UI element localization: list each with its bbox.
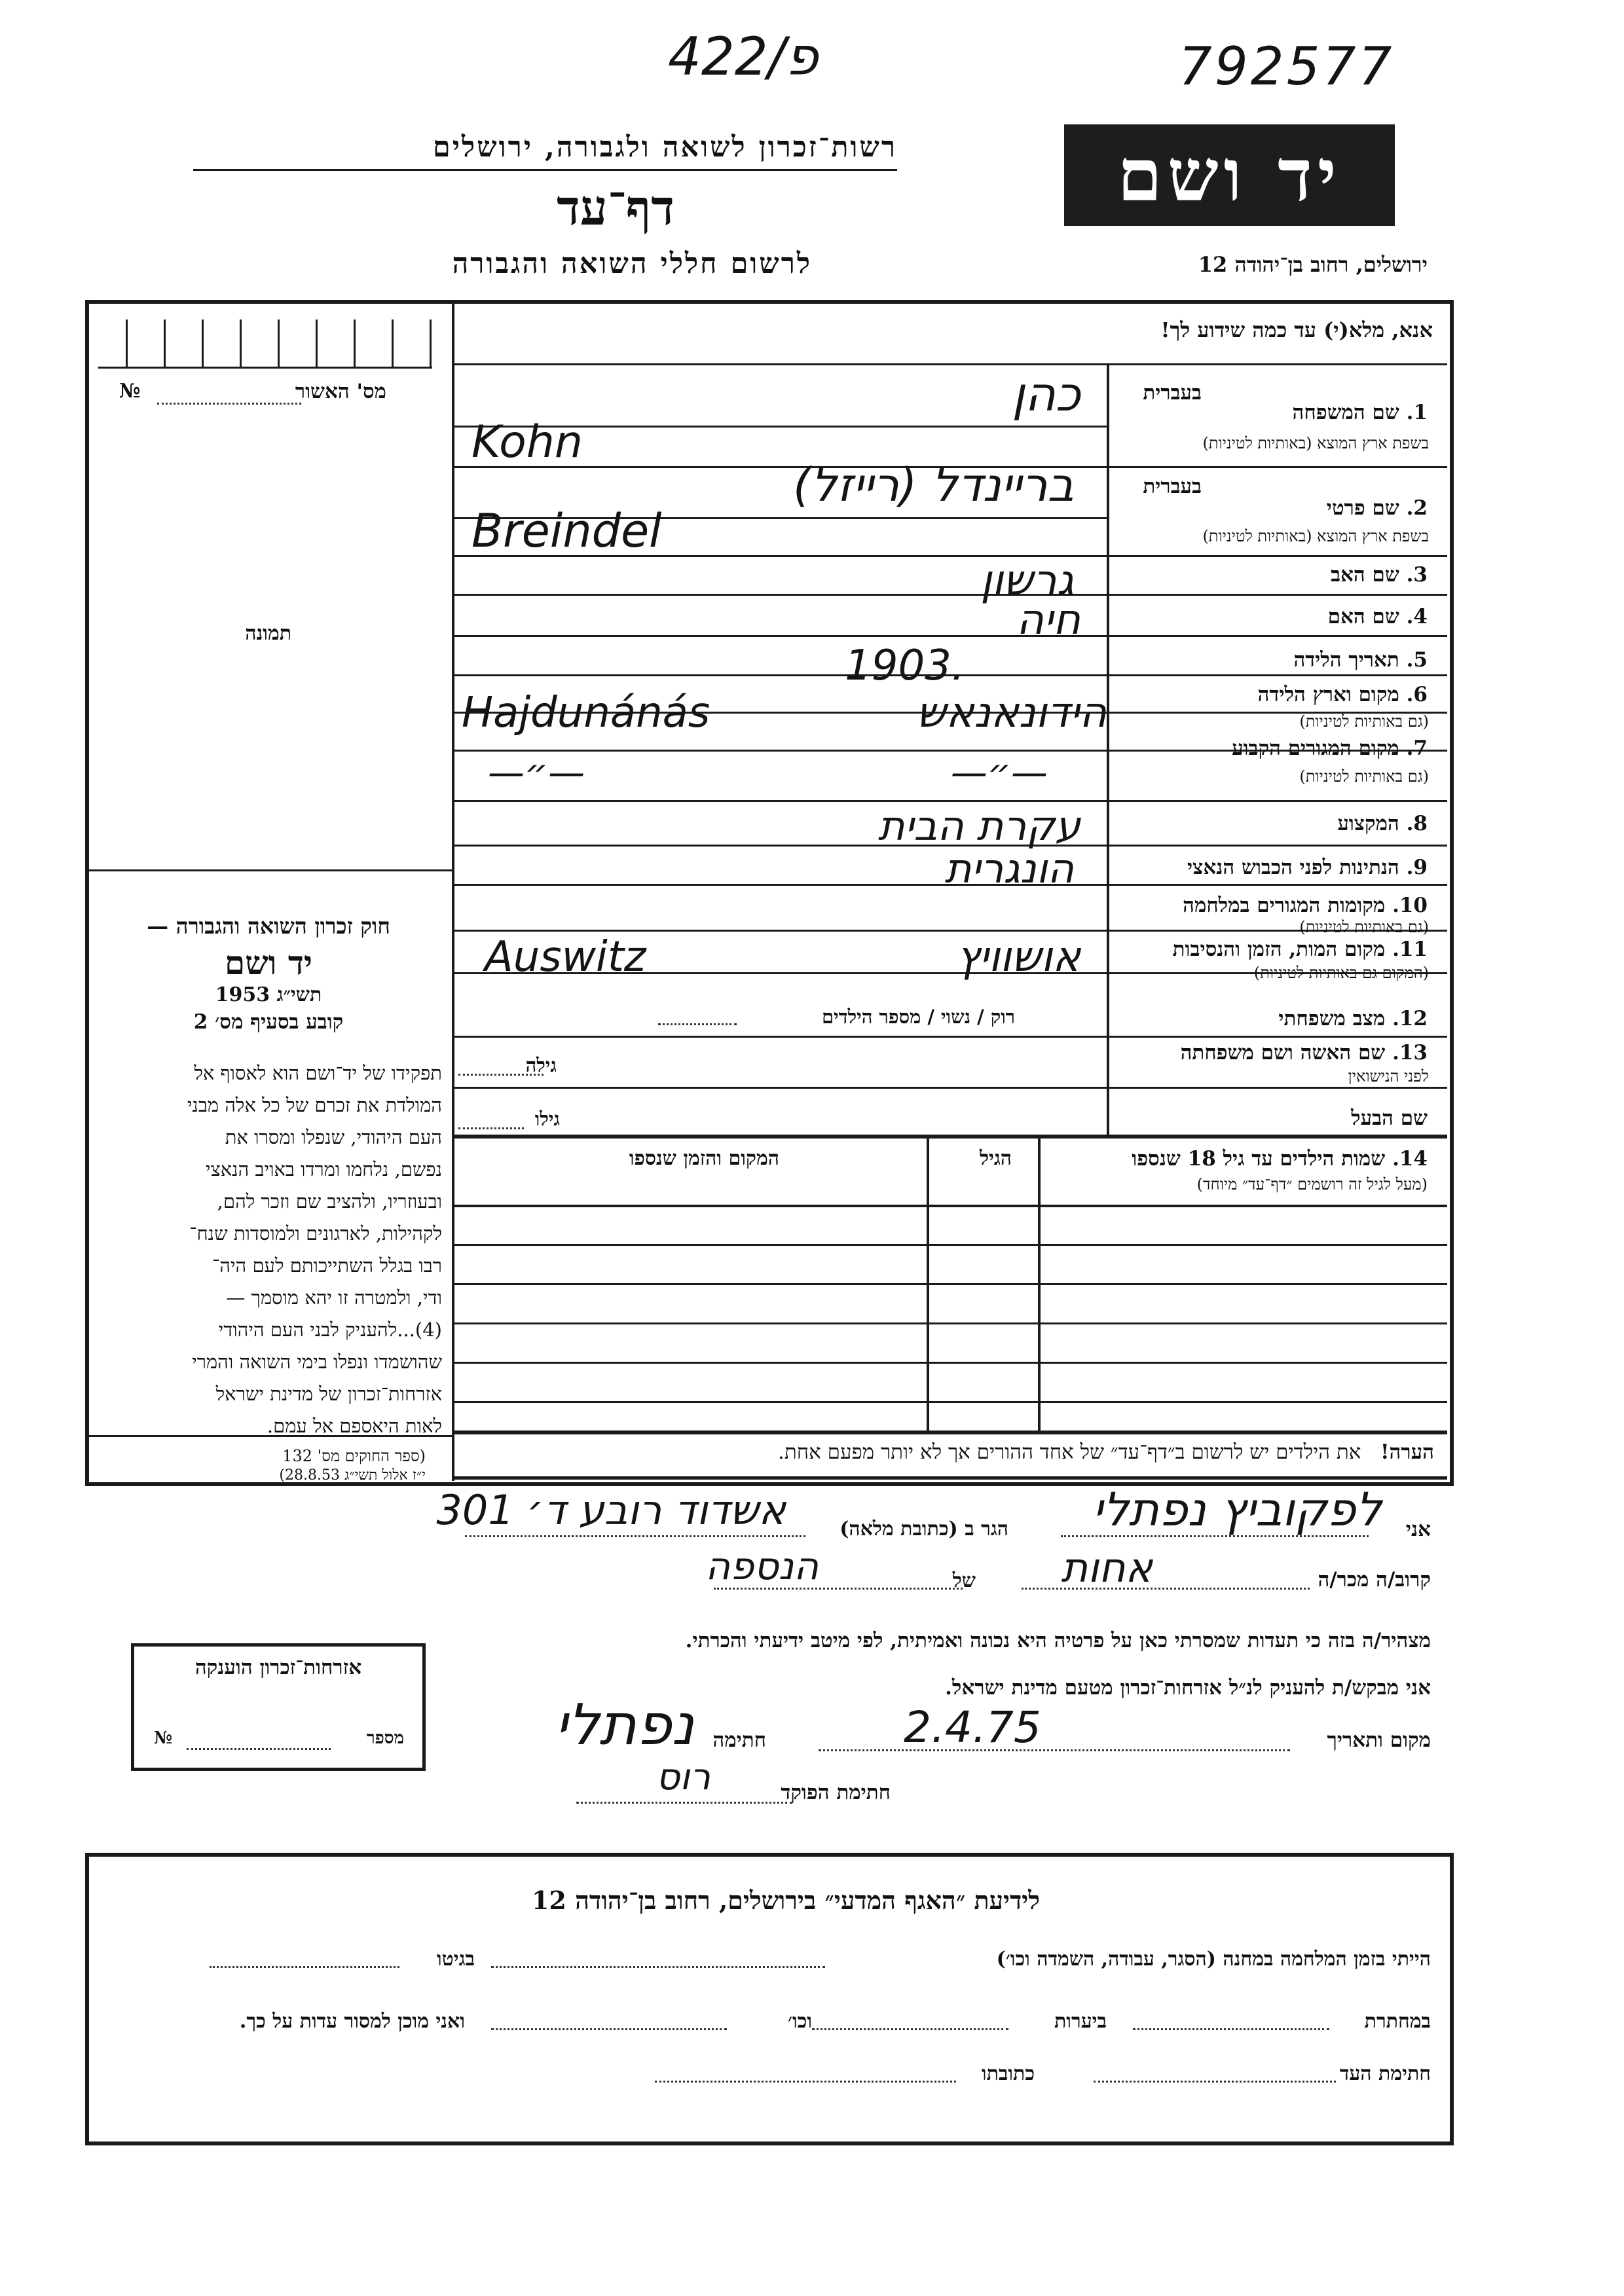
field-13-label	[1181, 1041, 1428, 1065]
horizontal-rule	[452, 594, 1447, 596]
declarant-name[interactable]: לפקוביץ נפתלי	[1092, 1483, 1382, 1537]
text-span: לקהילות, לארגונים ולמוסדות שנח־	[189, 1222, 442, 1245]
text-span: שהושמדו ונפלו בימי השואה והמרי	[192, 1351, 442, 1373]
field-6-label	[1258, 683, 1428, 706]
children-label	[1132, 1147, 1428, 1171]
father-name[interactable]: גרשון	[980, 556, 1074, 605]
vertical-rule	[278, 319, 280, 369]
dotted-fill-line	[655, 2081, 956, 2083]
vertical-rule	[452, 302, 454, 1481]
relation-label: קרוב/ה מכר/ה	[1318, 1568, 1431, 1592]
dotted-fill-line	[491, 1966, 825, 1968]
field-7-label	[1232, 737, 1428, 760]
horizontal-rule	[452, 1476, 1447, 1480]
residence-hebrew[interactable]: —״—	[950, 752, 1048, 794]
horizontal-rule	[452, 1362, 1447, 1364]
field-4-label	[1328, 605, 1428, 629]
law-section: קובע בסעיף מס׳ 2	[193, 1010, 344, 1034]
field-5-label	[1293, 648, 1428, 672]
photo-label: תמונה	[245, 622, 291, 645]
dotted-fill-line	[465, 1535, 805, 1537]
note-text	[778, 1440, 1434, 1464]
dotted-fill-line	[1133, 2028, 1329, 2030]
footer-title: לידיעת ״האגף המדעי״ בירושלים, רחוב בן־יהודה 12	[531, 1886, 1041, 1915]
family-name-latin[interactable]: Kohn	[471, 416, 583, 468]
vertical-rule	[392, 319, 394, 369]
dotted-fill-line	[187, 1748, 331, 1750]
footer-ghetto-label: בגיטו	[436, 1948, 475, 1971]
signature-label: חתימה	[712, 1728, 766, 1752]
page-subtitle: לרשום חללי השואה והגבורה	[452, 247, 812, 280]
footer-forests-label: ביערות	[1054, 2010, 1107, 2033]
dotted-fill-line	[819, 1749, 1290, 1751]
text-span: 10.	[1392, 894, 1428, 917]
page-title: דף־עד	[557, 180, 674, 236]
text-span: שם האשה ושם משפחתה	[1180, 1041, 1386, 1065]
dotted-fill-line	[576, 1802, 792, 1804]
husband-name-label: שם הבעל	[1351, 1106, 1428, 1130]
children-place-header: המקום והזמן שנספו	[629, 1147, 779, 1170]
text-span: מקומות המגורים במלחמה	[1183, 894, 1386, 917]
field-12-label	[1278, 1007, 1428, 1030]
horizontal-rule	[452, 1322, 1447, 1324]
children-hint: (מעל לגיל זה רושמים ״דף־עד״ מיוחד)	[1196, 1175, 1428, 1194]
vertical-rule	[430, 319, 432, 369]
citizenship-number-sign: №	[154, 1728, 173, 1748]
law-text	[92, 1057, 442, 1442]
horizontal-rule	[452, 1036, 1447, 1038]
text-span: שם המשפחה	[1292, 401, 1399, 424]
org-name: רשות־זכרון לשואה ולגבורה, ירושלים	[432, 131, 897, 164]
declaration-text: מצהיר/ה בזה כי תעדות שמסרתי כאן על פרטיה היא נכונה ואמיתית, לפי מיטב ידיעתי והכרתי.	[685, 1629, 1431, 1652]
of-value[interactable]: הנספה	[705, 1544, 819, 1588]
text-span: שם האב	[1331, 563, 1399, 587]
citizenship-number-label: מספר	[366, 1728, 404, 1748]
field-10-label	[1183, 894, 1428, 917]
field-8-label	[1337, 812, 1428, 835]
law-name: יד ושם	[225, 943, 312, 982]
text-span: מצב משפחתי	[1278, 1007, 1386, 1030]
horizontal-rule	[452, 1283, 1447, 1285]
footer-willing-text: ואני מוכן למסור עדות על כך.	[239, 2010, 465, 2033]
address-label: הגר ב (כתובת מלאה)	[840, 1518, 1008, 1540]
field-1-hebrew-tag: בעברית	[1143, 381, 1202, 405]
field-13-hint: לפני הנישואין	[1348, 1067, 1429, 1085]
horizontal-rule	[88, 869, 452, 871]
field-3-label	[1331, 563, 1428, 587]
text-span: מקום המגורים הקבוע	[1232, 737, 1399, 760]
code-boxes	[98, 319, 432, 369]
text-span: 6.	[1406, 683, 1428, 706]
birth-date[interactable]: 1903.	[845, 642, 965, 690]
text-span: שם האם	[1327, 605, 1399, 629]
text-span: לאות היאספם אל עמם.	[267, 1415, 442, 1437]
text-span: 3.	[1406, 563, 1428, 587]
clerk-signature[interactable]: רוס	[655, 1756, 710, 1798]
footer-underground-label: במחתרת	[1364, 2010, 1431, 2033]
text-span: ובעוזריו, ולהציב שם וזכר להם,	[217, 1190, 442, 1212]
law-title: חוק זכרון השואה והגבורה —	[147, 913, 390, 939]
text-span: ודי, ולמטרה זו יהא מוסמך —	[226, 1286, 442, 1309]
field-11-label	[1173, 938, 1428, 961]
horizontal-rule	[452, 635, 1447, 637]
husband-age-label: גילו	[534, 1108, 560, 1130]
dotted-fill-line	[491, 2028, 727, 2030]
intro-text: אנא, מלא(י) עד כמה שידוע לך!	[1160, 318, 1433, 342]
first-name-hebrew[interactable]: בריינדל (רייזל)	[792, 458, 1074, 512]
of-label: של	[952, 1569, 976, 1592]
footer-etc-label: וכו׳	[788, 2010, 812, 2033]
horizontal-rule	[452, 1087, 1447, 1089]
field-10-hint: (גם באותיות לטיניות)	[1299, 918, 1429, 936]
dotted-fill-line	[1061, 1535, 1369, 1537]
horizontal-rule	[452, 363, 1447, 365]
dotted-fill-line	[458, 1127, 524, 1129]
text-span: נפשם, נלחמו ומרדו באויב הנאצי	[205, 1158, 442, 1180]
note-label: הערה!	[1380, 1440, 1434, 1464]
footer-witness-signature-label: חתימת העד	[1339, 2062, 1431, 2085]
archive-mark-right: 792577	[1179, 36, 1395, 97]
field-9-label	[1187, 856, 1428, 879]
yad-vashem-logo	[1064, 124, 1395, 226]
field-11-hint: (המקום גם באותיות לטיניות)	[1253, 964, 1429, 982]
horizontal-rule	[452, 1205, 1447, 1207]
mother-name[interactable]: חיה	[1016, 596, 1080, 644]
marital-status[interactable]: רוק / נשוי / מספר הילדים	[821, 1006, 1015, 1028]
horizontal-rule	[452, 1401, 1447, 1403]
request-text: אני מבקש/ת להעניק לנ״ל אזרחות־זכרון מטעם מדינת ישראל.	[945, 1676, 1431, 1700]
horizontal-rule	[452, 1135, 1447, 1139]
footer-camp-label: הייתי בזמן המלחמה במחנה (הסגר, עבודה, השמדה וכו׳)	[996, 1948, 1431, 1971]
law-year-hebrew: תשי״ג	[276, 983, 322, 1006]
field-2-hint: בשפת ארץ המוצא (באותיות לטיניות)	[1202, 527, 1429, 545]
text-span: 12.	[1392, 1007, 1428, 1030]
wife-age-label: גילה	[525, 1054, 557, 1076]
text-span: 13.	[1392, 1041, 1428, 1065]
place-date-label: מקום ותאריך	[1327, 1728, 1431, 1752]
horizontal-rule	[98, 367, 432, 369]
dotted-fill-line	[812, 2028, 1008, 2030]
text-span: 5.	[1406, 648, 1428, 672]
field-2-hebrew-tag: בעברית	[1143, 475, 1202, 498]
dotted-fill-line	[1094, 2081, 1336, 2083]
date-value[interactable]: 2.4.75	[904, 1702, 1041, 1753]
text-span: הנתינות לפני הכבוש הנאצי	[1187, 856, 1399, 879]
horizontal-rule	[193, 169, 897, 171]
field-6-hint: (גם באותיות לטיניות)	[1299, 712, 1429, 731]
text-span: 14.	[1392, 1147, 1428, 1171]
signature-value[interactable]: נפתלי	[555, 1692, 694, 1758]
text-span: (4)...להעניק לבני העם היהודי	[218, 1319, 442, 1341]
text-span: תאריך הלידה	[1293, 648, 1399, 672]
vertical-rule	[354, 319, 356, 369]
text-span: 9.	[1406, 856, 1428, 879]
vertical-rule	[126, 319, 128, 369]
citizenship-box	[131, 1643, 426, 1771]
dotted-fill-line	[714, 1588, 963, 1590]
children-age-header: הגיל	[979, 1147, 1012, 1170]
law-reference: (ספר החוקים מס' 132	[282, 1447, 426, 1465]
death-place-hebrew[interactable]: אושוויץ	[956, 933, 1080, 981]
approval-number-label: מס' האשור	[295, 380, 386, 403]
field-7-hint: (גם באותיות לטיניות)	[1299, 767, 1429, 786]
text-span: יד ושם	[1117, 133, 1342, 217]
text-span: 8.	[1406, 812, 1428, 835]
dotted-fill-line	[458, 1074, 544, 1076]
text-span: 1.	[1406, 401, 1428, 424]
field-1-label	[1293, 401, 1428, 424]
text-span: 7.	[1406, 737, 1428, 760]
vertical-rule	[202, 319, 204, 369]
field-2-label	[1327, 496, 1428, 520]
law-year: 1953	[215, 983, 270, 1006]
text-span: 11.	[1392, 938, 1428, 961]
vertical-rule	[316, 319, 318, 369]
text-span	[92, 983, 445, 1006]
text-span: אזרחות־זכרון של מדינת ישראל	[215, 1383, 442, 1405]
horizontal-rule	[452, 1430, 1447, 1434]
declarant-i-label: אני	[1405, 1518, 1431, 1541]
clerk-signature-label: חתימת הפוקד	[781, 1781, 891, 1804]
declarant-address[interactable]: אשדוד רובע ד׳ 301	[436, 1486, 786, 1534]
field-1-hint: בשפת ארץ המוצא (באותיות לטיניות)	[1202, 434, 1429, 452]
text-span: המולדת את זכרם של כל אלה מבני	[187, 1094, 442, 1116]
first-name-latin[interactable]: Breindel	[471, 504, 662, 558]
vertical-rule	[164, 319, 166, 369]
text-span: המקצוע	[1337, 812, 1399, 835]
horizontal-rule	[452, 1244, 1447, 1246]
vertical-rule	[240, 319, 242, 369]
birth-place-hebrew[interactable]: הידונאנאש	[916, 689, 1107, 737]
archive-mark-left: פ/422	[668, 26, 819, 87]
note-body: את הילדים יש לרשום ב״דף־עד״ של אחד ההורים אך לא יותר מפעם אחת.	[778, 1440, 1361, 1464]
birth-place-latin[interactable]: Hajdunánás	[462, 689, 710, 737]
text-span: העם היהודי, שנפלו ומסרו את	[225, 1126, 442, 1148]
dotted-fill-line	[157, 403, 301, 405]
text-span: 4.	[1406, 605, 1428, 629]
family-name-hebrew[interactable]: כהן	[1012, 367, 1080, 422]
death-place-latin[interactable]: Auswitz	[485, 933, 646, 981]
text-span: שם פרטי	[1326, 496, 1399, 520]
text-span: תפקידו של יד־ושם הוא לאסוף אל	[194, 1062, 442, 1084]
text-span: שמות הילדים עד גיל 18 שנספו	[1132, 1147, 1386, 1171]
law-block	[92, 913, 445, 1034]
profession[interactable]: עקרת הבית	[877, 802, 1080, 850]
dotted-fill-line	[1022, 1588, 1310, 1590]
relation-value[interactable]: אחות	[1061, 1544, 1153, 1592]
nationality[interactable]: הונגרית	[944, 845, 1074, 892]
number-sign: №	[119, 380, 141, 403]
residence-latin[interactable]: —״—	[488, 752, 585, 794]
dotted-fill-line	[210, 1966, 399, 1968]
footer-address-label: כתובתו	[981, 2062, 1035, 2085]
text-span: מקום וארץ הלידה	[1257, 683, 1399, 706]
horizontal-rule	[452, 930, 1447, 932]
law-date: י״ז אלול תשי״ג 28.8.53)	[279, 1467, 426, 1484]
text-span: 2.	[1406, 496, 1428, 520]
citizenship-title: אזרחות־זכרון הוענקה	[194, 1656, 362, 1679]
address: ירושלים, רחוב בן־יהודה 12	[1198, 252, 1428, 277]
text-span: מקום המות, הזמן והנסיבות	[1172, 938, 1386, 961]
dotted-fill-line	[658, 1023, 737, 1025]
text-span: רבו בגלל השתייכותם לעם היה־	[212, 1254, 442, 1277]
